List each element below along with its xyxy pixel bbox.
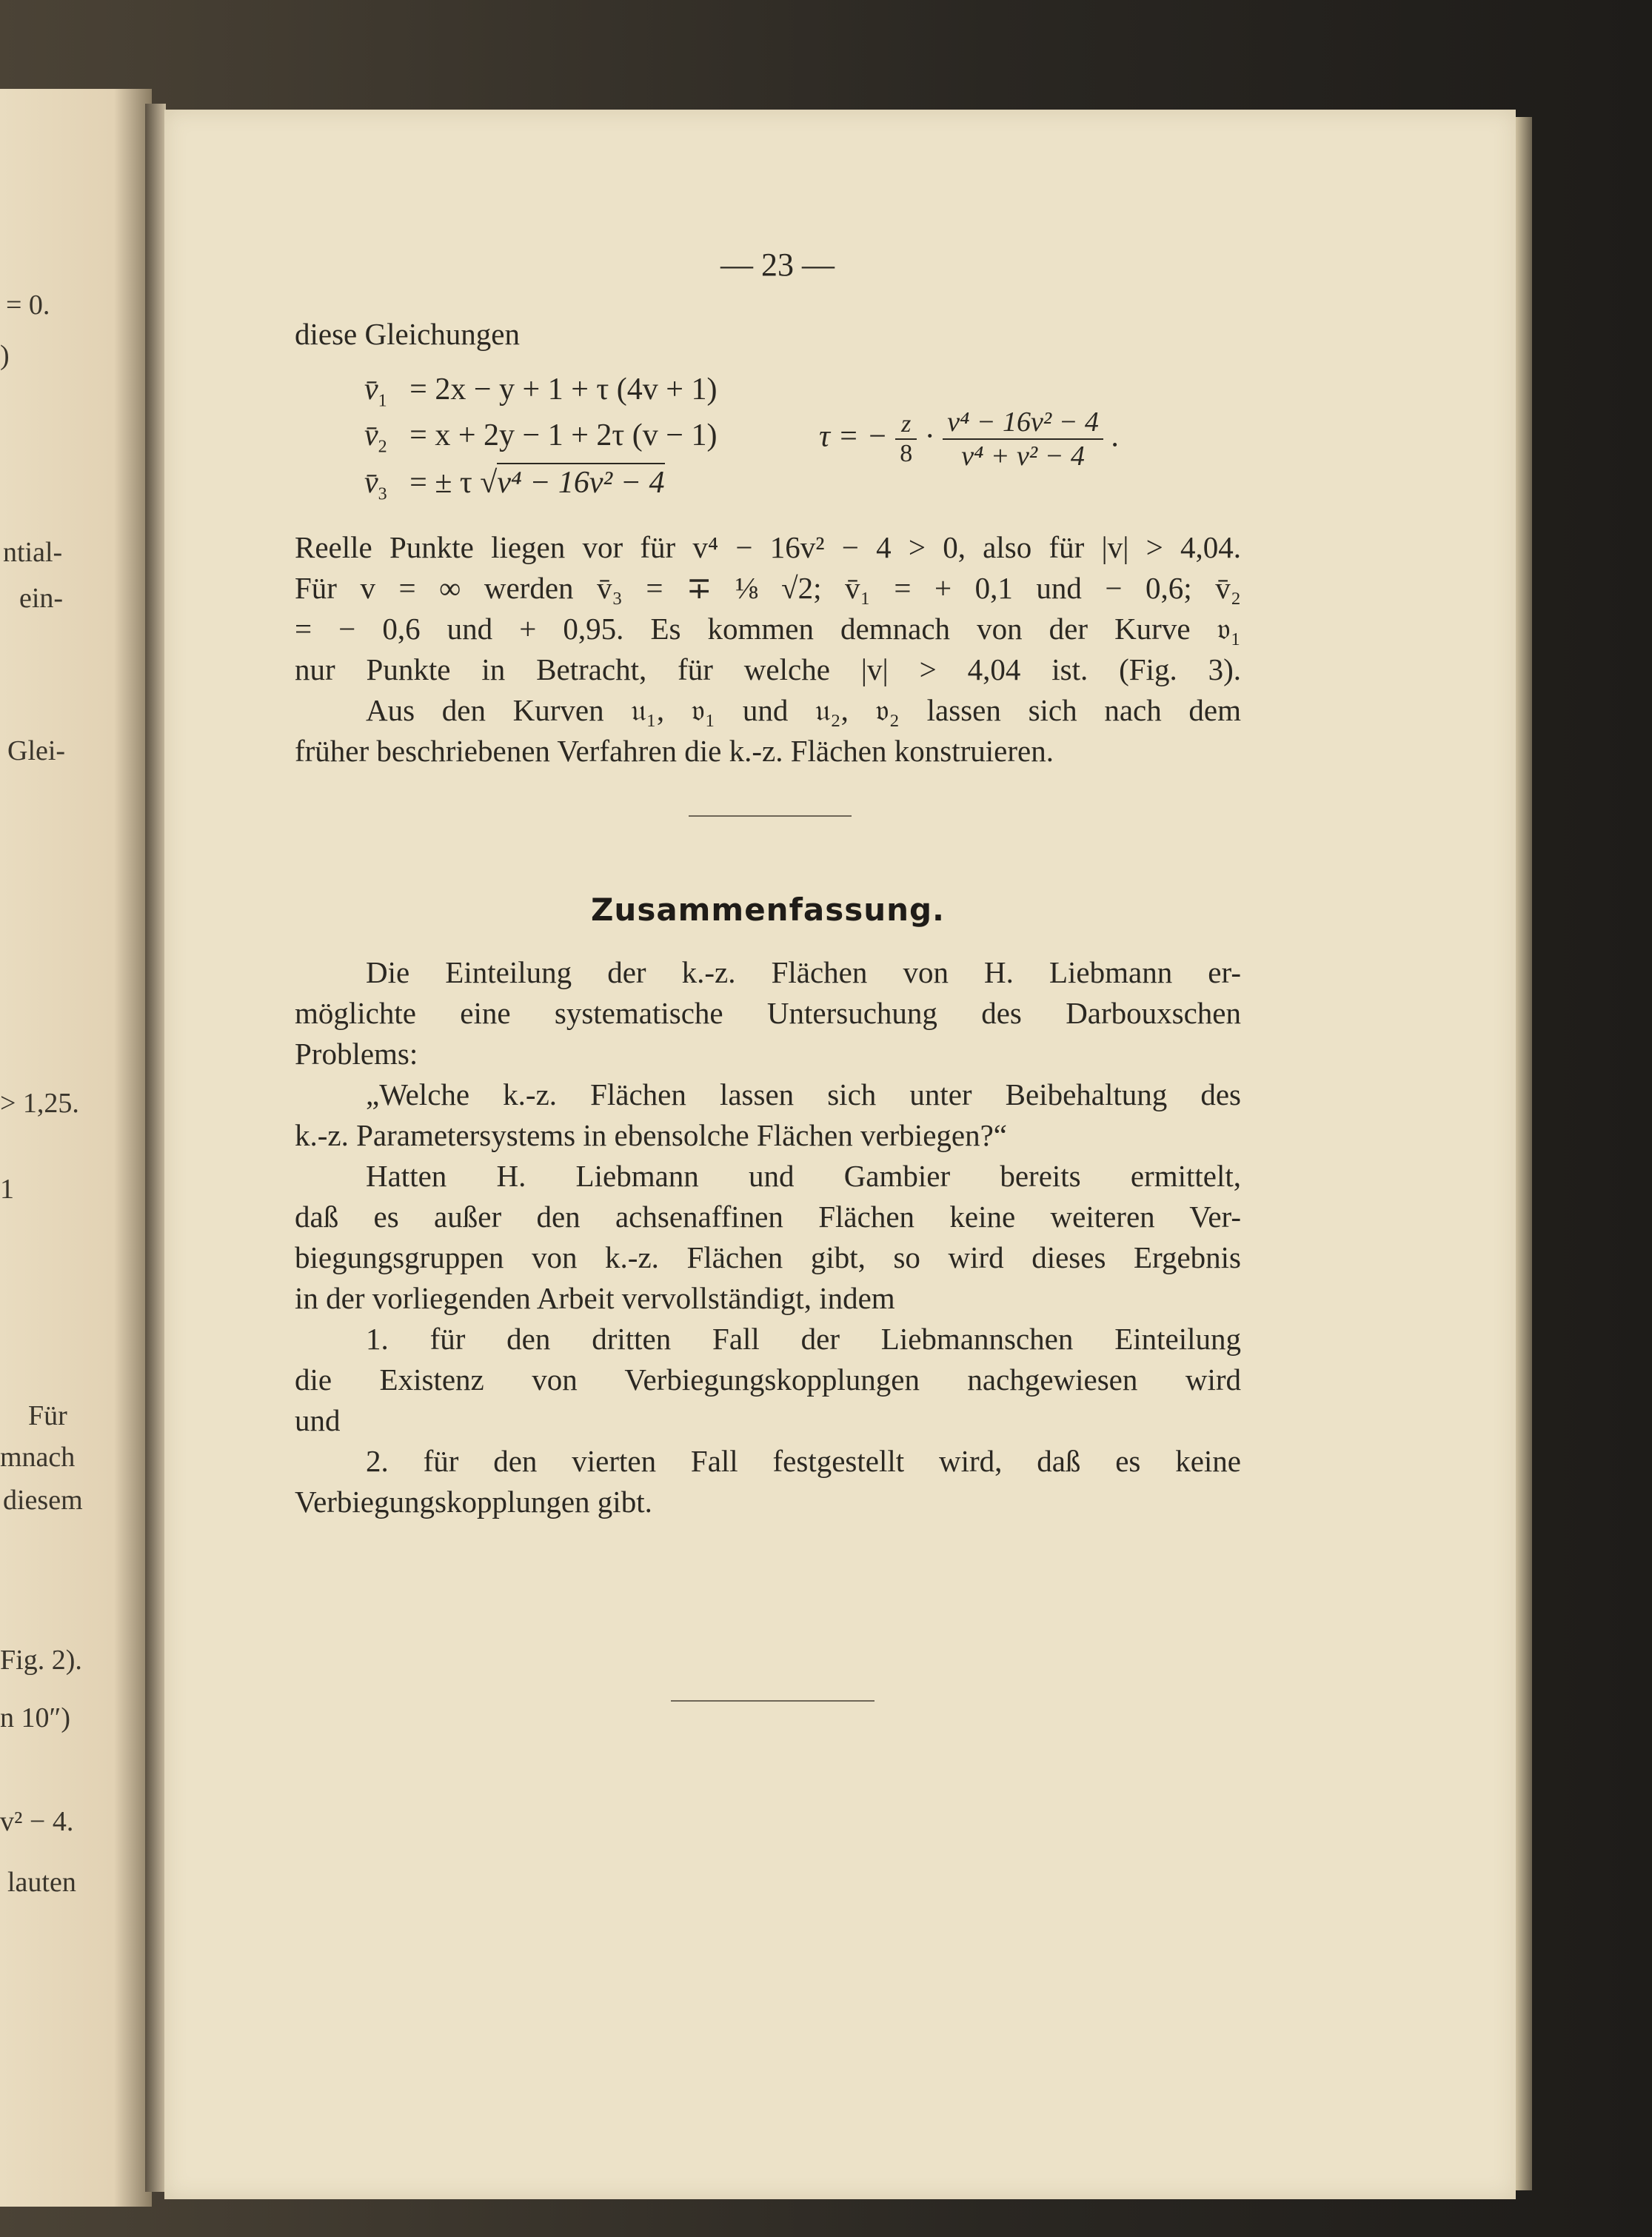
equation-tau (819, 406, 1119, 472)
left-fragment: lauten (7, 1867, 76, 1898)
eq-v3-lhs: v̄ (364, 466, 378, 500)
para1-line: Reelle Punkte liegen vor für v⁴ − 16v² − 4 > 0, also für |v| > 4,04. (295, 530, 1241, 564)
para2-line: früher beschriebenen Verfahren die k.-z. Flächen konstruieren. (295, 734, 1054, 768)
summary-line: Hatten H. Liebmann und Gambier bereits ermittelt, (366, 1159, 1241, 1193)
summary-line: in der vorliegenden Arbeit vervollständigt, indem (295, 1281, 895, 1315)
section-heading: Zusammenfassung. (590, 892, 946, 928)
left-fragment: 1 (0, 1174, 14, 1205)
equation-v1: $v̄_1 = 2x - y + 1 + \tau$ (4v + 1) (364, 372, 718, 411)
left-fragment: Fig. 2). (0, 1645, 82, 1676)
left-fragment: v² − 4. (0, 1806, 74, 1837)
equation-v2: $v̄_2 = x + 2y - 1 + 2\tau$ (v − 1) (364, 418, 718, 457)
left-fragment: n 10″) (0, 1702, 70, 1733)
left-fragment: mnach (0, 1442, 76, 1473)
eq-v2-lhs: v̄ (364, 418, 378, 452)
summary-line: möglichte eine systematische Untersuchung des Darbouxschen (295, 996, 1241, 1030)
eq-tau-lhs: τ = − (819, 419, 888, 454)
summary-line: „Welche k.-z. Flächen lassen sich unter Beibehaltung des (366, 1077, 1241, 1111)
eq-tau-dot: · (924, 419, 935, 454)
eq-v2-rhs: = x + 2y − 1 + 2τ (v − 1) (409, 418, 718, 452)
summary-line: biegungsgruppen von k.-z. Flächen gibt, so wird dieses Ergebnis (295, 1240, 1241, 1274)
intro-text: diese Gleichungen (295, 317, 520, 351)
end-divider (671, 1700, 875, 1702)
book-gutter (145, 104, 166, 2192)
summary-line: die Existenz von Verbiegungskopplungen nachgewiesen wird (295, 1362, 1241, 1397)
left-fragment: ntial- (3, 537, 63, 568)
para1-line: Für v = ∞ werden v̄₃ = ∓ ⅛ √2; v̄₁ = + 0,1 und − 0,6; v̄₂ (295, 571, 1241, 605)
page-edge (1516, 117, 1532, 2190)
page-number: — 23 — (720, 247, 835, 283)
equation-v3: $v̄_3$ = ± τ √v⁴ − 16v² − 4 (364, 465, 665, 504)
left-fragment: ein- (19, 583, 64, 614)
summary-line: daß es außer den achsenaffinen Flächen keine weiteren Ver- (295, 1200, 1241, 1234)
summary-line: Die Einteilung der k.-z. Flächen von H. Liebmann er- (366, 955, 1241, 989)
eq-v1-lhs: v̄ (364, 372, 378, 407)
left-page-edge (0, 89, 152, 2207)
summary-line: 2. für den vierten Fall festgestellt wird, daß es keine (366, 1444, 1241, 1478)
summary-line: 1. für den dritten Fall der Liebmannschen Einteilung (366, 1322, 1241, 1356)
eq-tau-end: . (1111, 419, 1119, 454)
para1-line: nur Punkte in Betracht, für welche |v| > 4,04 ist. (Fig. 3). (295, 652, 1241, 686)
summary-line: Verbiegungskopplungen gibt. (295, 1485, 652, 1519)
section-divider (689, 815, 852, 817)
left-fragment: > 1,25. (0, 1088, 79, 1119)
summary-line: und (295, 1403, 341, 1437)
left-fragment: Glei- (7, 735, 66, 766)
eq-v1-rhs: = 2x − y + 1 + τ (4v + 1) (409, 372, 718, 407)
summary-line: Problems: (295, 1037, 418, 1071)
eq-tau-8: 8 (900, 440, 913, 467)
eq-tau-z: z (895, 410, 917, 440)
eq-tau-den: v⁴ + v² − 4 (961, 441, 1085, 472)
eq-v3-pre: = ± τ √ (409, 466, 498, 500)
para1-line: = − 0,6 und + 0,95. Es kommen demnach von der Kurve 𝔳₁ (295, 612, 1241, 646)
summary-line: k.-z. Parametersystems in ebensolche Flächen verbiegen?“ (295, 1118, 1007, 1152)
eq-tau-num: v⁴ − 16v² − 4 (943, 406, 1103, 440)
left-fragment: = 0. (6, 290, 50, 321)
left-fragment: diesem (3, 1485, 83, 1516)
eq-v3-root: v⁴ − 16v² − 4 (497, 463, 664, 500)
para2-line: Aus den Kurven 𝔲₁, 𝔳₁ und 𝔲₂, 𝔳₂ lassen sich nach dem (366, 693, 1241, 727)
left-fragment: Für (28, 1400, 67, 1431)
left-fragment: ) (0, 340, 10, 371)
